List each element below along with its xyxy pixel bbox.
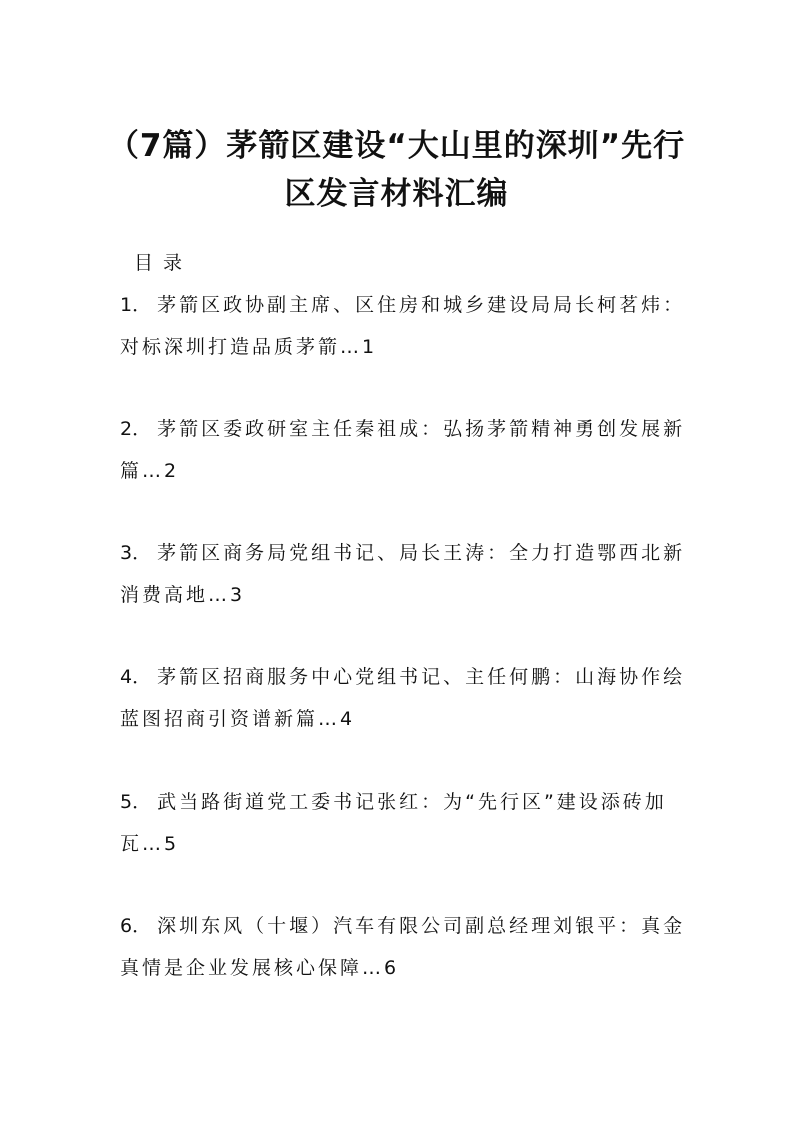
toc-entry-line-2: 真情是企业发展核心保障…6 [120, 957, 400, 979]
toc-entry-line-1 [120, 540, 686, 566]
toc-entry-1 [120, 292, 686, 360]
toc-entry-5 [120, 789, 680, 857]
toc-entry-number: 5． [120, 791, 152, 813]
toc-entry-line-2: 消费高地…3 [120, 584, 246, 606]
toc-entry-text: 茅箭区政协副主席、区住房和城乡建设局局长柯茗炜： [157, 294, 686, 316]
toc-entry-6 [120, 913, 686, 981]
toc-entry-line-1 [120, 292, 686, 318]
toc-entry-number: 3． [120, 542, 152, 564]
toc-entry-line-1 [120, 416, 686, 442]
toc-entry-number: 6． [120, 915, 152, 937]
toc-entry-3 [120, 540, 686, 608]
toc-entry-text: 茅箭区委政研室主任秦祖成：弘扬茅箭精神勇创发展新 [157, 418, 686, 440]
toc-entry-line-2: 篇…2 [120, 460, 180, 482]
toc-entry-text: 武当路街道党工委书记张红：为“先行区”建设添砖加 [157, 791, 667, 813]
toc-entry-line-2: 蓝图招商引资谱新篇…4 [120, 708, 356, 730]
toc-entry-number: 2． [120, 418, 152, 440]
toc-entry-text: 茅箭区商务局党组书记、局长王涛：全力打造鄂西北新 [157, 542, 686, 564]
toc-entry-2 [120, 416, 686, 484]
toc-entry-line-2: 对标深圳打造品质茅箭…1 [120, 336, 378, 358]
toc-entry-line-1 [120, 789, 680, 815]
toc-entry-number: 1． [120, 294, 152, 316]
toc-entry-number: 4． [120, 666, 152, 688]
toc-entry-4 [120, 664, 686, 732]
document-title-line-1: （7篇）茅箭区建设“大山里的深圳”先行 [107, 128, 686, 164]
toc-entry-line-1 [120, 913, 686, 939]
document-title-line-2: 区发言材料汇编 [284, 176, 509, 212]
toc-heading: 目录 [134, 252, 193, 274]
toc-entry-text: 深圳东风（十堰）汽车有限公司副总经理刘银平：真金 [157, 915, 686, 937]
toc-entry-text: 茅箭区招商服务中心党组书记、主任何鹏：山海协作绘 [157, 666, 686, 688]
toc-entry-line-2: 瓦…5 [120, 833, 180, 855]
toc-entry-line-1 [120, 664, 686, 690]
